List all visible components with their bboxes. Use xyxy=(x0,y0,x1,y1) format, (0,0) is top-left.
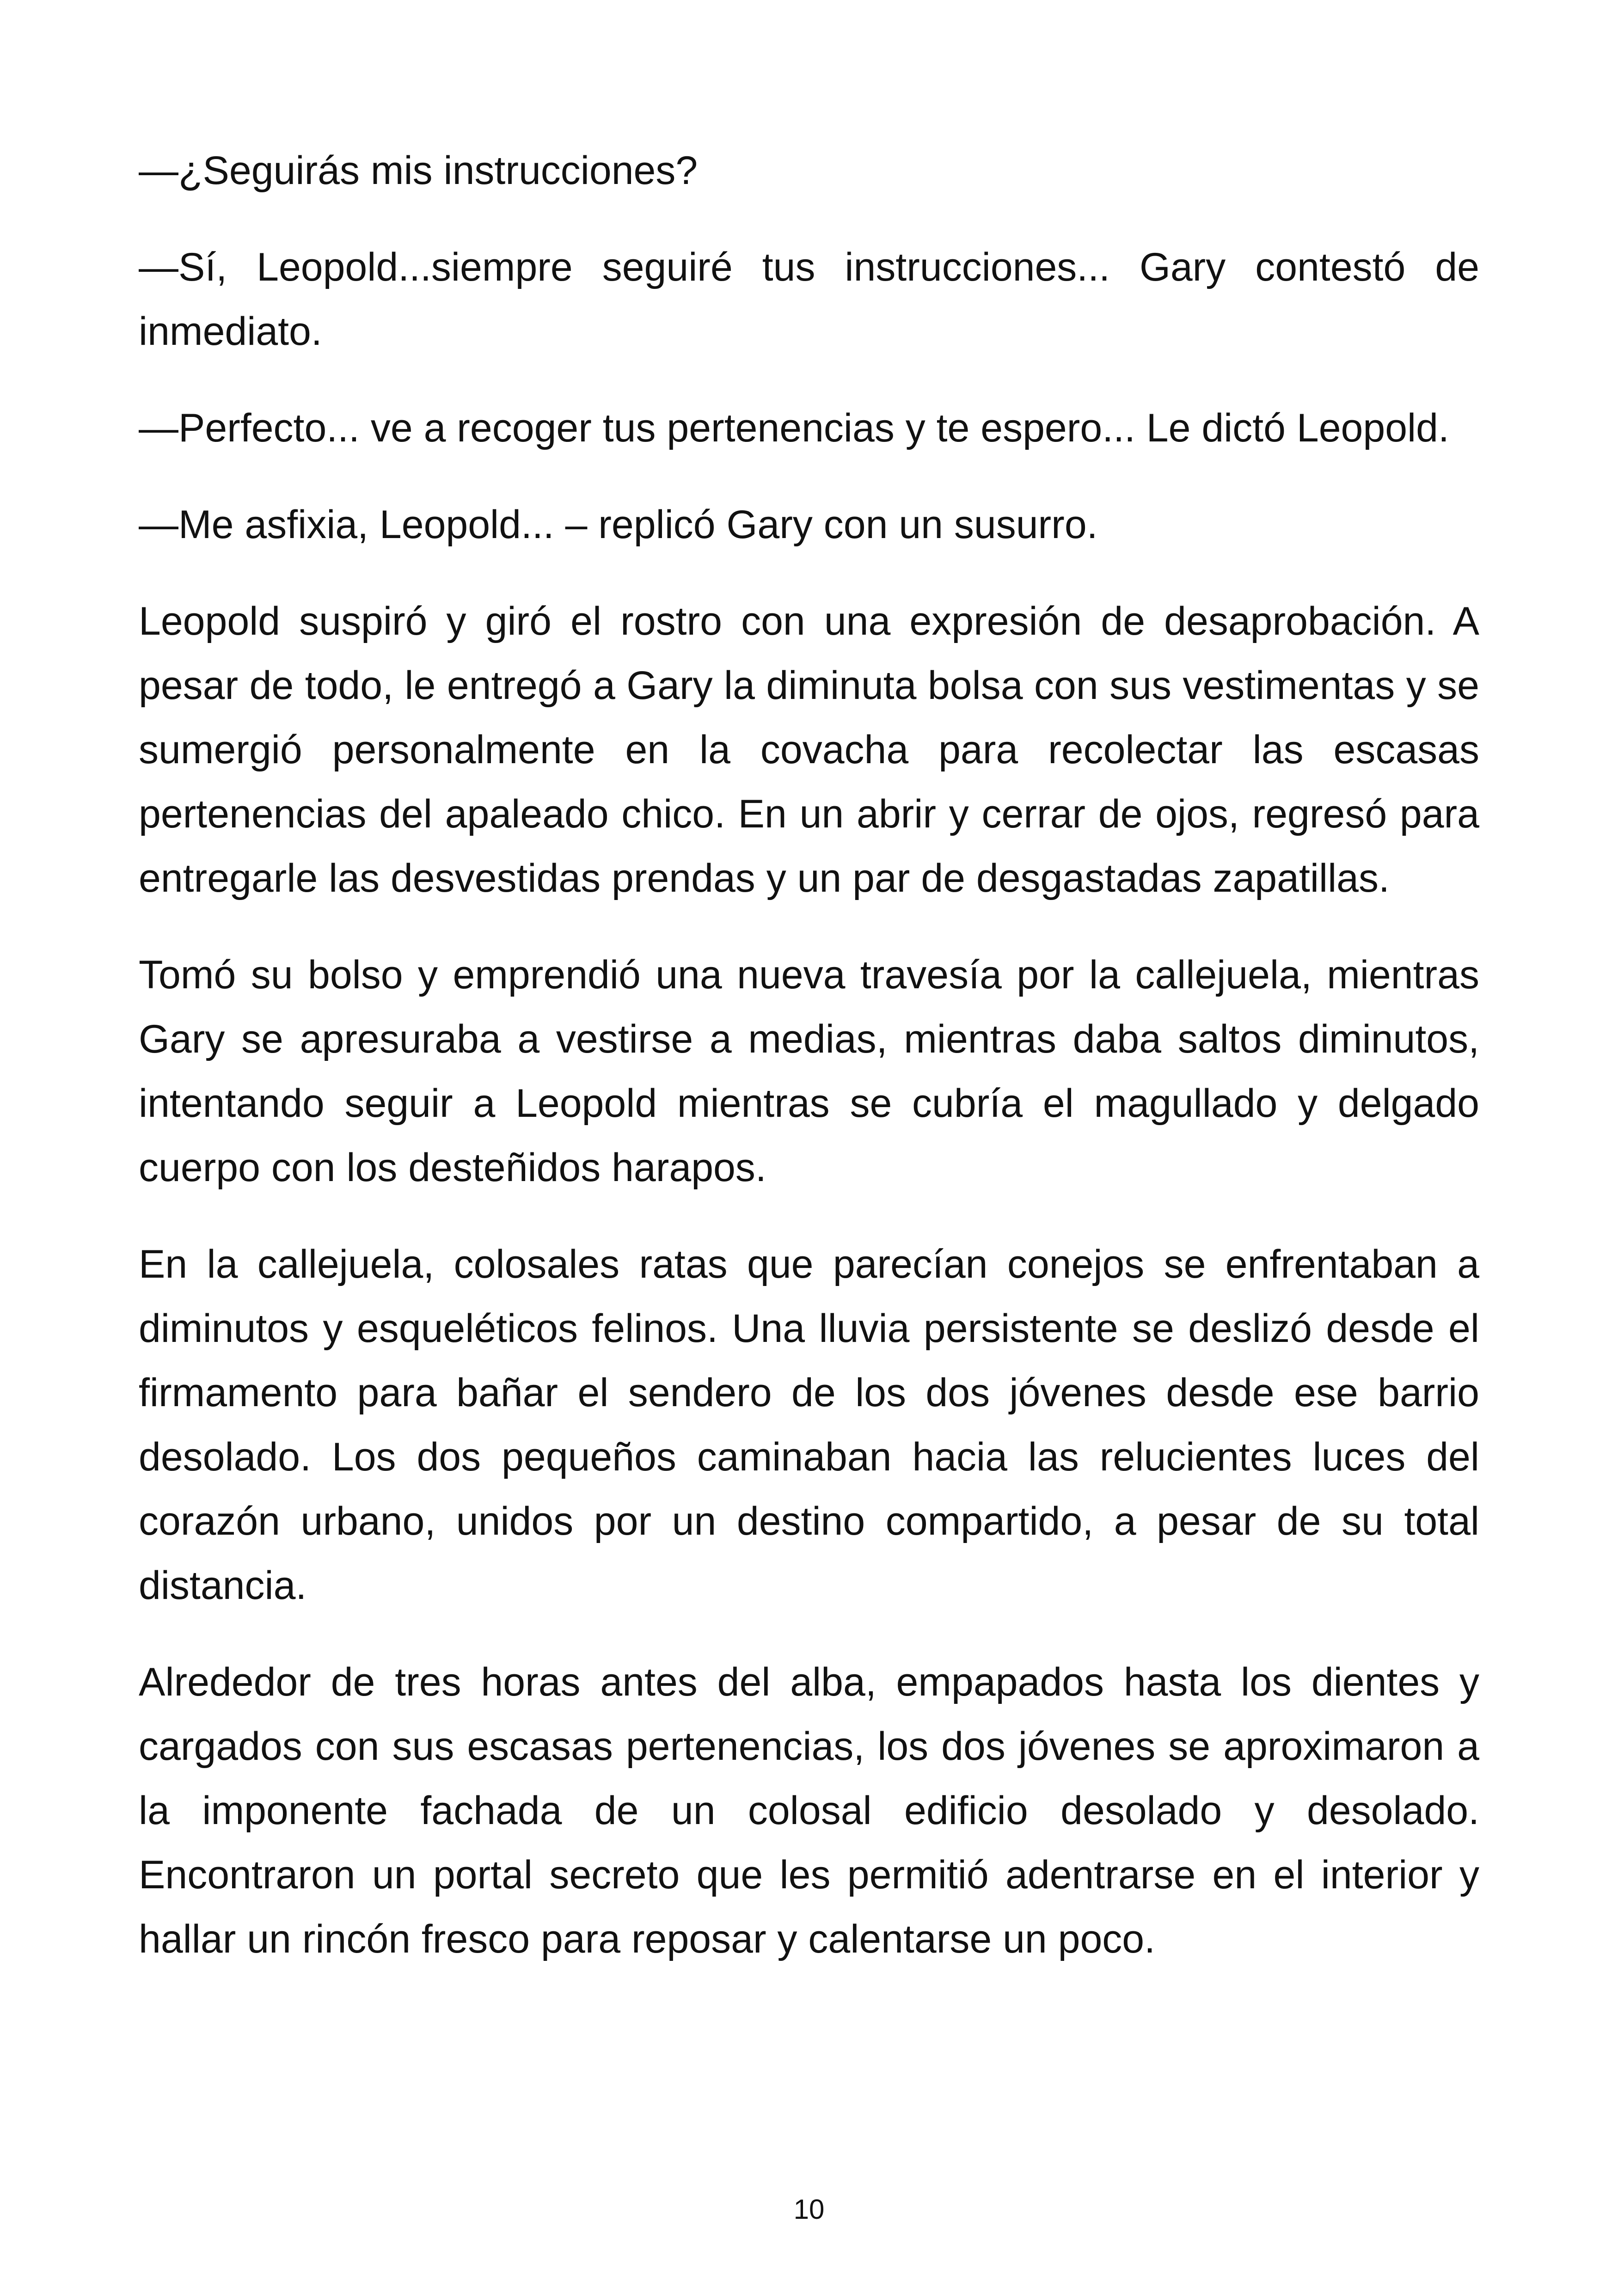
paragraph-dialogue-3: —Perfecto... ve a recoger tus pertenencias y te espero... Le dictó Leopold. xyxy=(139,406,1449,450)
paragraph-dialogue-4: —Me asfixia, Leopold... – replicó Gary con un susurro. xyxy=(139,502,1098,547)
paragraph-narration-4: Alrededor de tres horas antes del alba, empapados hasta los dientes y cargados con sus escasas pertenencias, los dos jóvenes se aproximaron a la imponente fachada de un colosal edificio desolado y desolado. Encontraron un portal secreto que les permitió adentrarse en el interior y hallar un rincón fresco para reposar y calentarse un poco. xyxy=(139,1660,1479,1961)
paragraph-narration-2: Tomó su bolso y emprendió una nueva travesía por la callejuela, mientras Gary se apresuraba a vestirse a medias, mientras daba saltos diminutos, intentando seguir a Leopold mientras se cubría el magullado y delgado cuerpo con los desteñidos harapos. xyxy=(139,953,1479,1190)
paragraph-dialogue-1: —¿Seguirás mis instrucciones? xyxy=(139,148,698,193)
paragraph-dialogue-2: —Sí, Leopold...siempre seguiré tus instrucciones... Gary contestó de inmediato. xyxy=(139,245,1479,354)
paragraph-narration-3: En la callejuela, colosales ratas que parecían conejos se enfrentaban a diminutos y esqueléticos felinos. Una lluvia persistente se deslizó desde el firmamento para bañar el sendero de los dos jóvenes desde ese barrio desolado. Los dos pequeños caminaban hacia las relucientes luces del corazón urbano, unidos por un destino compartido, a pesar de su total distancia. xyxy=(139,1242,1479,1608)
page-number: 10 xyxy=(793,2194,825,2225)
paragraph-narration-1: Leopold suspiró y giró el rostro con una expresión de desaprobación. A pesar de todo, le entregó a Gary la diminuta bolsa con sus vestimentas y se sumergió personalmente en la covacha para recolectar las escasas pertenencias del apaleado chico. En un abrir y cerrar de ojos, regresó para entregarle las desvestidas prendas y un par de desgastadas zapatillas. xyxy=(139,599,1479,900)
body-text xyxy=(139,139,1479,2004)
